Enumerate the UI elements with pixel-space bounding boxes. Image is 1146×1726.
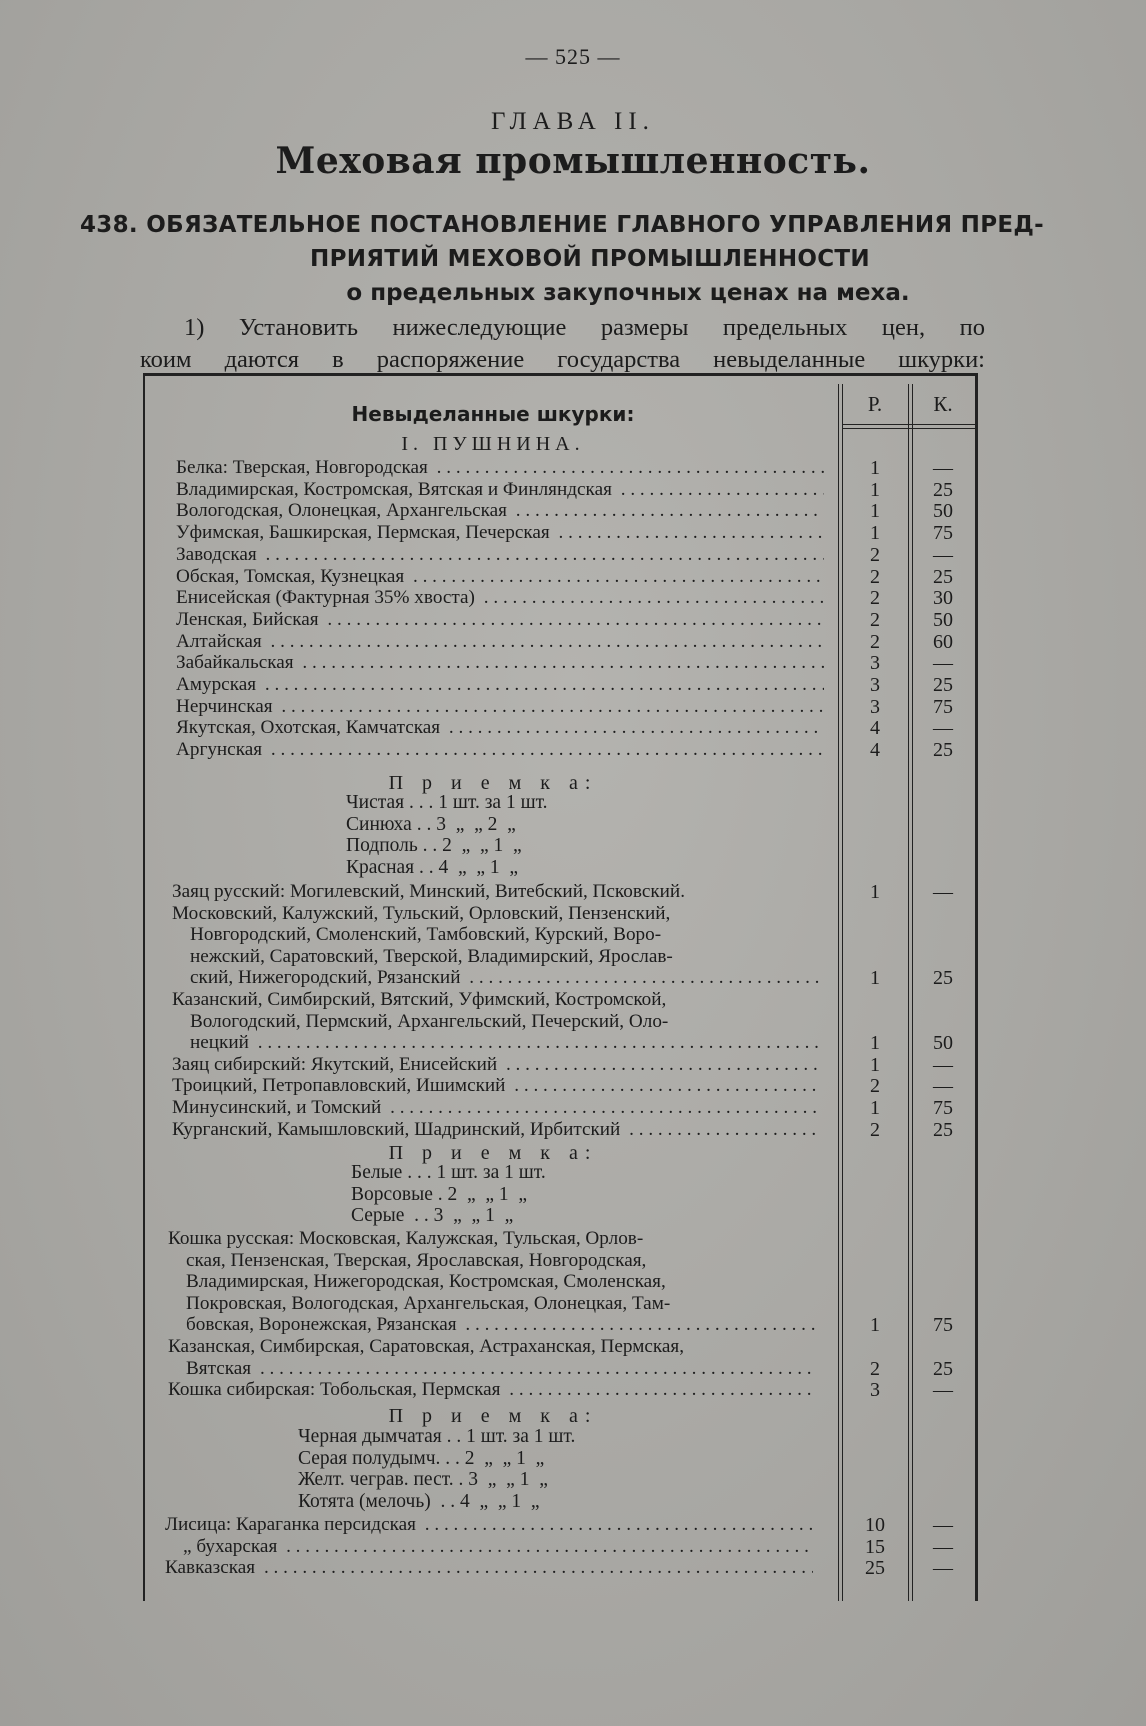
price-rubles: 1 — [870, 881, 880, 903]
row-label: Заяц сибирский: Якутский, Енисейский — [172, 1053, 498, 1075]
priemka-line: Черная дымчатая . . 1 шт. за 1 шт. — [298, 1426, 576, 1447]
row-label: Якутская, Охотская, Камчатская — [176, 717, 441, 739]
price-kopecks: — — [933, 457, 953, 479]
price-kopecks: 50 — [933, 500, 953, 523]
price-rubles: 2 — [870, 543, 880, 566]
price-rubles: 3 — [870, 695, 880, 718]
price-rubles: 3 — [870, 674, 880, 696]
table-row — [172, 989, 820, 1011]
price-rubles: 1 — [870, 1053, 880, 1076]
table-row — [176, 500, 824, 522]
table-row — [168, 1314, 816, 1336]
table-row — [176, 609, 824, 631]
price-rubles: 4 — [870, 717, 880, 740]
priemka-heading: П р и е м к а: — [388, 1142, 598, 1164]
row-label: Енисейская (Фактурная 35% хвоста) — [176, 587, 475, 609]
price-kopecks: — — [933, 1075, 953, 1098]
row-label: Алтайская — [176, 630, 262, 652]
price-rubles: 1 — [870, 1097, 880, 1119]
row-label: нежский, Саратовский, Тверской, Владимирский, Ярослав- — [190, 945, 673, 967]
price-kopecks: 75 — [933, 1097, 953, 1119]
price-rubles: 4 — [870, 739, 880, 762]
row-label: Забайкальская — [176, 652, 294, 674]
table-row — [172, 1011, 820, 1033]
column-header-kopecks: К. — [933, 392, 953, 416]
row-label: Казанский, Симбирский, Вятский, Уфимский, Костромской, — [172, 989, 667, 1010]
price-kopecks: — — [933, 1535, 953, 1558]
priemka-line: Чистая . . . 1 шт. за 1 шт. — [346, 792, 548, 813]
price-kopecks: 75 — [933, 695, 953, 718]
table-row — [168, 1336, 816, 1358]
price-kopecks: — — [933, 543, 953, 566]
decree-title-line-2: ПРИЯТИЙ МЕХОВОЙ ПРОМЫШЛЕННОСТИ — [310, 246, 870, 272]
priemka-heading: П р и е м к а: — [388, 772, 598, 794]
table-row — [172, 967, 820, 989]
table-row — [172, 1054, 820, 1076]
row-label: Белка: Тверская, Новгородская — [176, 457, 428, 478]
table-row — [172, 946, 820, 968]
price-kopecks: 25 — [933, 478, 953, 501]
price-rubles: 1 — [870, 1032, 880, 1055]
table-row — [172, 924, 820, 946]
price-kopecks: 75 — [933, 1314, 953, 1337]
price-kopecks: — — [933, 717, 953, 740]
intro-line-2: коим даются в распоряжение государства невыделанные шкурки: — [140, 346, 985, 373]
table-heading: Невыделанные шкурки: — [351, 402, 635, 426]
price-kopecks: 25 — [933, 967, 953, 990]
row-label: бовская, Воронежская, Рязанская — [186, 1314, 457, 1336]
price-rubles: 1 — [870, 1314, 880, 1337]
row-label: Вологодская, Олонецкая, Архангельская — [176, 500, 507, 522]
price-kopecks: — — [933, 881, 953, 903]
table-row — [176, 717, 824, 739]
row-label: Обская, Томская, Кузнецкая — [176, 565, 405, 587]
table-row — [165, 1557, 813, 1579]
price-kopecks: 50 — [933, 1032, 953, 1055]
row-label: Заяц русский: Могилевский, Минский, Витебский, Псковский. — [172, 881, 685, 902]
price-rubles: 3 — [870, 652, 880, 675]
table-row — [168, 1271, 816, 1293]
decree-subtitle: о предельных закупочных ценах на меха. — [346, 280, 910, 306]
table-row — [165, 1536, 813, 1558]
price-rubles: 2 — [870, 630, 880, 653]
intro-line-1: 1) Установить нижеследующие размеры предельных цен, по — [184, 314, 985, 341]
table-row — [176, 544, 824, 566]
row-label: Ленская, Бийская — [176, 608, 319, 630]
price-rubles: 2 — [870, 565, 880, 588]
table-row — [168, 1379, 816, 1401]
table-row — [176, 652, 824, 674]
price-kopecks: 25 — [933, 565, 953, 588]
table-row — [176, 457, 824, 479]
price-rubles: 2 — [870, 608, 880, 631]
price-kopecks: — — [933, 1053, 953, 1076]
table-row — [168, 1293, 816, 1315]
column-header-rubles: Р. — [867, 392, 883, 416]
row-label: Покровская, Вологодская, Архангельская, Олонецкая, Там- — [186, 1292, 671, 1314]
price-kopecks: — — [933, 1557, 953, 1580]
table-row — [165, 1514, 813, 1536]
row-label: Вятская — [186, 1357, 252, 1379]
row-label: Нерчинская — [176, 695, 273, 717]
table-row — [176, 739, 824, 761]
price-kopecks: 60 — [933, 630, 953, 653]
row-label: Кошка русская: Московская, Калужская, Тульская, Орлов- — [168, 1228, 644, 1249]
row-label: Лисица: Караганка персидская — [165, 1514, 416, 1535]
price-rubles: 2 — [870, 1357, 880, 1380]
row-label: Заводская — [176, 543, 257, 565]
price-rubles: 1 — [870, 500, 880, 523]
price-rubles: 15 — [865, 1535, 885, 1558]
table-row — [168, 1228, 816, 1250]
table-row — [172, 1032, 820, 1054]
price-kopecks: 75 — [933, 522, 953, 545]
row-label: Казанская, Симбирская, Саратовская, Астраханская, Пермская, — [168, 1336, 685, 1357]
section-heading: I. ПУШНИНА. — [401, 433, 585, 455]
row-label: ский, Нижегородский, Рязанский — [190, 967, 461, 989]
row-label: Курганский, Камышловский, Шадринский, Ирбитский — [172, 1118, 621, 1140]
priemka-line: Серая полудымч. . . 2 „ „ 1 „ — [298, 1447, 545, 1469]
table-row — [176, 587, 824, 609]
table-row — [176, 479, 824, 501]
column-divider — [908, 384, 909, 1601]
table-row — [172, 1119, 820, 1141]
table-row — [176, 522, 824, 544]
table-row — [172, 1075, 820, 1097]
priemka-heading: П р и е м к а: — [388, 1405, 598, 1427]
price-kopecks: 25 — [933, 1357, 953, 1380]
priemka-line: Белые . . . 1 шт. за 1 шт. — [351, 1162, 546, 1183]
row-label: Владимирская, Нижегородская, Костромская, Смоленская, — [186, 1271, 666, 1293]
price-rubles: 10 — [865, 1514, 885, 1536]
priemka-line: Синюха . . 3 „ „ 2 „ — [346, 813, 516, 835]
price-kopecks: — — [933, 1379, 953, 1402]
table-row — [168, 1250, 816, 1272]
price-kopecks: 25 — [933, 674, 953, 696]
decree-title — [80, 208, 1045, 276]
row-label: Уфимская, Башкирская, Пермская, Печерская — [176, 522, 550, 544]
table-row — [176, 566, 824, 588]
price-kopecks: — — [933, 652, 953, 675]
priemka-line: Подполь . . 2 „ „ 1 „ — [346, 835, 522, 856]
priemka-line: Ворсовые . 2 „ „ 1 „ — [351, 1183, 528, 1205]
priemka-line: Котята (мелочь) . . 4 „ „ 1 „ — [298, 1490, 540, 1512]
table-row — [168, 1358, 816, 1380]
row-label: Аргунская — [176, 739, 263, 761]
price-rubles: 2 — [870, 587, 880, 610]
table-row — [176, 631, 824, 653]
price-rubles: 2 — [870, 1075, 880, 1098]
row-label: Кошка сибирская: Тобольская, Пермская — [168, 1379, 501, 1401]
price-rubles: 1 — [870, 967, 880, 990]
price-rubles: 2 — [870, 1118, 880, 1141]
row-label: Амурская — [176, 674, 257, 695]
row-label: Вологодский, Пермский, Архангельский, Печерский, Оло- — [190, 1010, 669, 1032]
intro-paragraph — [140, 312, 985, 376]
price-kopecks: — — [933, 1514, 953, 1536]
priemka-line: Красная . . 4 „ „ 1 „ — [346, 856, 519, 878]
price-kopecks: 25 — [933, 1118, 953, 1141]
table-row — [176, 696, 824, 718]
row-label: Новгородский, Смоленский, Тамбовский, Курский, Воро- — [190, 924, 662, 946]
price-rubles: 25 — [865, 1557, 885, 1580]
row-label: нецкий — [190, 1032, 249, 1054]
row-label: Владимирская, Костромская, Вятская и Финляндская — [176, 478, 612, 500]
chapter-heading: ГЛАВА II. — [491, 108, 655, 135]
price-kopecks: 50 — [933, 608, 953, 631]
row-label: Троицкий, Петропавловский, Ишимский — [172, 1075, 506, 1097]
header-rule — [842, 428, 976, 429]
row-label: Кавказская — [165, 1557, 256, 1579]
header-rule — [842, 424, 976, 425]
page-number: — 525 — — [525, 44, 621, 69]
row-label: „ бухарская — [183, 1535, 278, 1557]
table-row — [176, 674, 824, 696]
table-row — [172, 1097, 820, 1119]
row-label: Московский, Калужский, Тульский, Орловский, Пензенский, — [172, 902, 671, 924]
priemka-line: Серые . . 3 „ „ 1 „ — [351, 1205, 514, 1226]
price-rubles: 1 — [870, 457, 880, 479]
chapter-title: Меховая промышленность. — [275, 140, 871, 182]
row-label: Минусинский, и Томский — [172, 1097, 382, 1118]
table-row — [172, 903, 820, 925]
decree-title-line-1: 438. ОБЯЗАТЕЛЬНОЕ ПОСТАНОВЛЕНИЕ ГЛАВНОГО УПРАВЛЕНИЯ ПРЕД- — [80, 212, 1045, 238]
price-rubles: 1 — [870, 522, 880, 545]
table-row — [172, 881, 820, 903]
price-rubles: 3 — [870, 1379, 880, 1402]
row-label: ская, Пензенская, Тверская, Ярославская, Новгородская, — [186, 1249, 647, 1271]
price-rubles: 1 — [870, 478, 880, 501]
price-kopecks: 25 — [933, 739, 953, 762]
priemka-line: Желт. чеграв. пест. . 3 „ „ 1 „ — [298, 1469, 548, 1490]
price-kopecks: 30 — [933, 587, 953, 610]
